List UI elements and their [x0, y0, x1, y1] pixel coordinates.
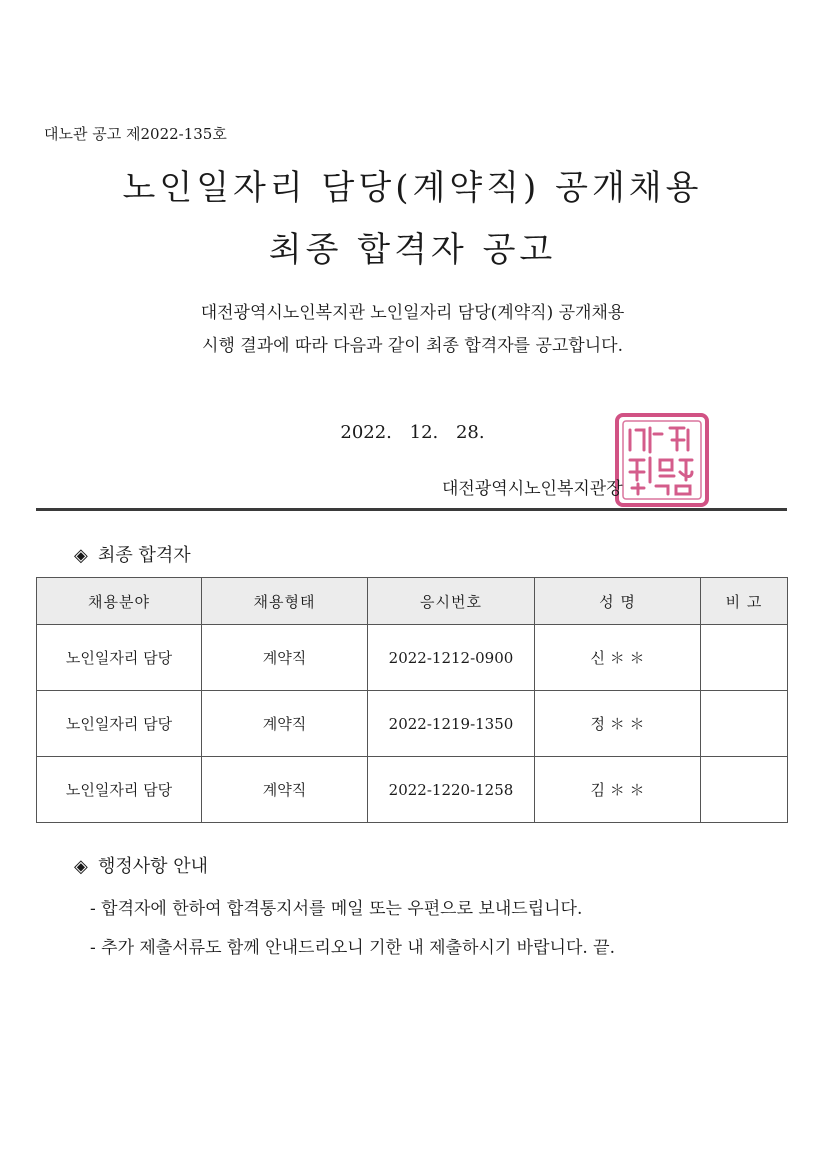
section-admin-guide: [74, 852, 208, 878]
cell-field: 노인일자리 담당: [37, 691, 202, 757]
section-final-passers-label: 최종 합격자: [98, 545, 191, 566]
intro-line-2: 시행 결과에 따라 다음과 같이 최종 합격자를 공고합니다.: [202, 336, 623, 356]
table-row: [37, 691, 788, 757]
header-divider: [36, 508, 787, 511]
cell-remarks: [701, 691, 788, 757]
cell-name: 정 ＊ ＊: [535, 691, 701, 757]
cell-type: 계약직: [202, 625, 368, 691]
title-line-2: 최종 합격자 공고: [268, 230, 557, 270]
cell-type: 계약직: [202, 757, 368, 823]
title-line-1: 노인일자리 담당(계약직) 공개채용: [122, 168, 703, 208]
cell-applicant-number: 2022-1212-0900: [368, 625, 535, 691]
header-applicant-number: 응시번호: [368, 578, 535, 625]
cell-remarks: [701, 625, 788, 691]
header-type: 채용형태: [202, 578, 368, 625]
table-row: [37, 757, 788, 823]
diamond-bullet-icon: ◈: [74, 545, 88, 566]
intro-line-1: 대전광역시노인복지관 노인일자리 담당(계약직) 공개채용: [200, 303, 625, 323]
official-seal-stamp: [614, 412, 710, 508]
cell-name: 김 ＊ ＊: [535, 757, 701, 823]
notice-date: 2022. 12. 28.: [340, 422, 485, 443]
section-final-passers: [74, 541, 191, 567]
header-name: 성 명: [535, 578, 701, 625]
section-admin-guide-label: 행정사항 안내: [98, 856, 209, 877]
cell-field: 노인일자리 담당: [37, 757, 202, 823]
header-remarks: 비 고: [701, 578, 788, 625]
cell-applicant-number: 2022-1219-1350: [368, 691, 535, 757]
header-field: 채용분야: [37, 578, 202, 625]
diamond-bullet-icon: ◈: [74, 856, 88, 877]
cell-field: 노인일자리 담당: [37, 625, 202, 691]
table-row: [37, 625, 788, 691]
note-item: - 추가 제출서류도 함께 안내드리오니 기한 내 제출하시기 바랍니다. 끝.: [90, 938, 616, 958]
passers-table: [36, 577, 788, 823]
cell-type: 계약직: [202, 691, 368, 757]
note-item: - 합격자에 한하여 합격통지서를 메일 또는 우편으로 보내드립니다.: [90, 899, 583, 919]
cell-applicant-number: 2022-1220-1258: [368, 757, 535, 823]
signer-name: 대전광역시노인복지관장: [442, 479, 623, 499]
admin-notes: [90, 890, 615, 968]
intro-paragraph: [0, 297, 825, 363]
cell-remarks: [701, 757, 788, 823]
table-header-row: [37, 578, 788, 625]
cell-name: 신 ＊ ＊: [535, 625, 701, 691]
document-number: 대노관 공고 제2022-135호: [44, 125, 227, 143]
